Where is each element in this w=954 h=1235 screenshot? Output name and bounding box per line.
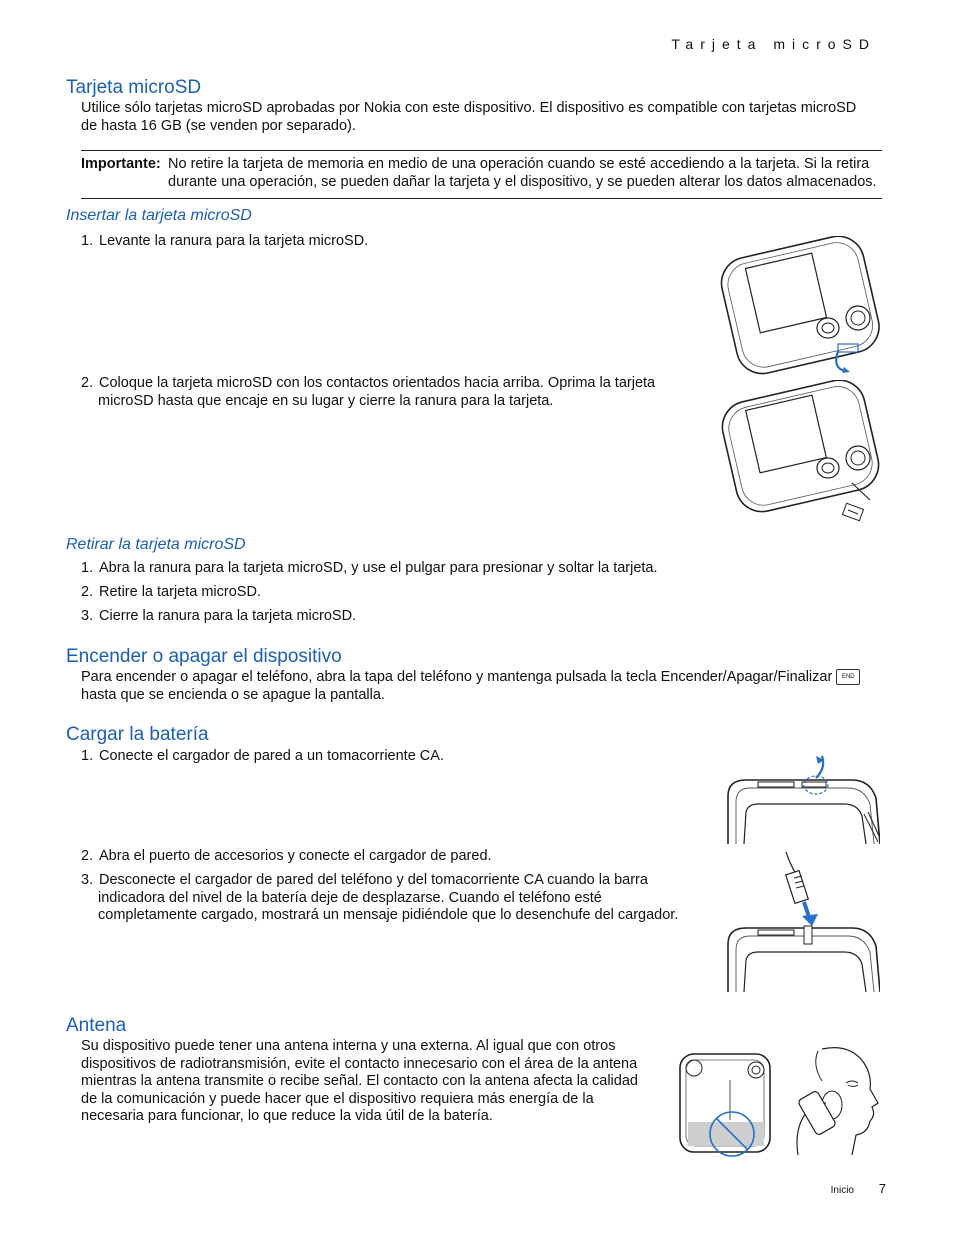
running-header: Tarjeta microSD <box>671 36 876 52</box>
note-text <box>168 155 884 191</box>
phone-open-port-illustration <box>724 752 880 844</box>
insert-step-2 <box>81 375 655 410</box>
microsd-intro-line-2: de hasta 16 GB (se venden por separado). <box>81 118 356 134</box>
insert-step-1 <box>81 233 368 251</box>
phone-antenna-area-illustration <box>676 1050 772 1160</box>
microsd-intro-line-1: Utilice sólo tarjetas microSD aprobadas por Nokia con este dispositivo. El dispositivo es compatible con tarjetas microSD <box>81 100 857 116</box>
section-title-microsd: Tarjeta microSD <box>66 77 202 98</box>
step-number: 2. <box>81 375 94 391</box>
step-text: Abra el puerto de accesorios y conecte el cargador de pared. <box>99 848 492 864</box>
antenna-text-line-4: de la comunicación y puede hacer que el dispositivo requiera más energía de la <box>81 1091 594 1107</box>
subsection-title-insert: Insertar la tarjeta microSD <box>66 207 252 224</box>
end-key-icon: END <box>836 669 860 685</box>
phone-open-slot-illustration <box>720 236 882 376</box>
step-text: Retire la tarjeta microSD. <box>99 584 261 600</box>
note-line-2: durante una operación, se pueden dañar la tarjeta y el dispositivo, y se pueden alterar los datos almacenados. <box>168 174 877 190</box>
step-text: Abra la ranura para la tarjeta microSD, y use el pulgar para presionar y soltar la tarjeta. <box>99 560 658 576</box>
page-number: 7 <box>878 1181 886 1196</box>
battery-step-3 <box>81 872 678 925</box>
antenna-text-line-1: Su dispositivo puede tener una antena interna y una externa. Al igual que con otros <box>81 1038 616 1054</box>
note-label: Importante: <box>81 156 161 172</box>
remove-step-1 <box>81 560 658 578</box>
battery-step-1 <box>81 748 444 766</box>
power-text: Para encender o apagar el teléfono, abra la tapa del teléfono y mantenga pulsada la tecla Encender/Apagar/Finalizar <box>81 669 833 685</box>
step-number: 2. <box>81 584 94 600</box>
step-text-cont: indicadora del nivel de la batería deje de desplazarse. Cuando el teléfono esté <box>98 889 602 906</box>
step-number: 1. <box>81 233 94 249</box>
antenna-text-line-2: dispositivos de radiotransmisión, evite el contacto innecesario con el área de la antena <box>81 1056 638 1072</box>
phone-charger-illustration <box>724 850 880 992</box>
step-number: 3. <box>81 608 94 624</box>
step-text-cont: microSD hasta que encaje en su lugar y cierre la ranura para la tarjeta. <box>98 392 554 409</box>
antenna-text-line-3: mientras la antena transmite o recibe señal. El contacto con la antena afecta la calidad <box>81 1073 638 1089</box>
step-text: Coloque la tarjeta microSD con los contactos orientados hacia arriba. Oprima la tarjeta <box>99 375 656 391</box>
important-note <box>81 150 882 199</box>
step-number: 2. <box>81 848 94 864</box>
section-title-antenna: Antena <box>66 1015 127 1036</box>
step-text: Cierre la ranura para la tarjeta microSD. <box>99 608 357 624</box>
battery-step-2 <box>81 848 492 866</box>
step-text: Conecte el cargador de pared a un tomacorriente CA. <box>99 748 444 764</box>
step-text-cont: completamente cargado, mostrará un mensaje pidiéndole que lo desenchufe del cargador. <box>98 907 679 923</box>
step-number: 3. <box>81 872 94 888</box>
phone-insert-card-illustration <box>720 380 882 530</box>
step-number: 1. <box>81 560 94 576</box>
section-title-power: Encender o apagar el dispositivo <box>66 646 342 667</box>
step-number: 1. <box>81 748 94 764</box>
power-text-line-2: hasta que se encienda o se apague la pantalla. <box>81 687 385 703</box>
section-title-battery: Cargar la batería <box>66 724 209 745</box>
remove-step-2 <box>81 584 261 602</box>
antenna-text-line-5: necesaria para funcionar, lo que reduce la vida útil de la batería. <box>81 1108 493 1124</box>
step-text: Desconecte el cargador de pared del teléfono y del tomacorriente CA cuando la barra <box>99 872 648 888</box>
person-holding-phone-illustration <box>792 1045 882 1157</box>
note-line-1: No retire la tarjeta de memoria en medio de una operación cuando se esté accediendo a la tarjeta. Si la retira <box>168 156 870 172</box>
step-text: Levante la ranura para la tarjeta microSD. <box>99 233 369 249</box>
remove-step-3 <box>81 608 356 626</box>
power-text-line-1 <box>81 669 860 687</box>
subsection-title-remove: Retirar la tarjeta microSD <box>66 536 246 553</box>
footer-section-label: Inicio <box>830 1185 854 1196</box>
